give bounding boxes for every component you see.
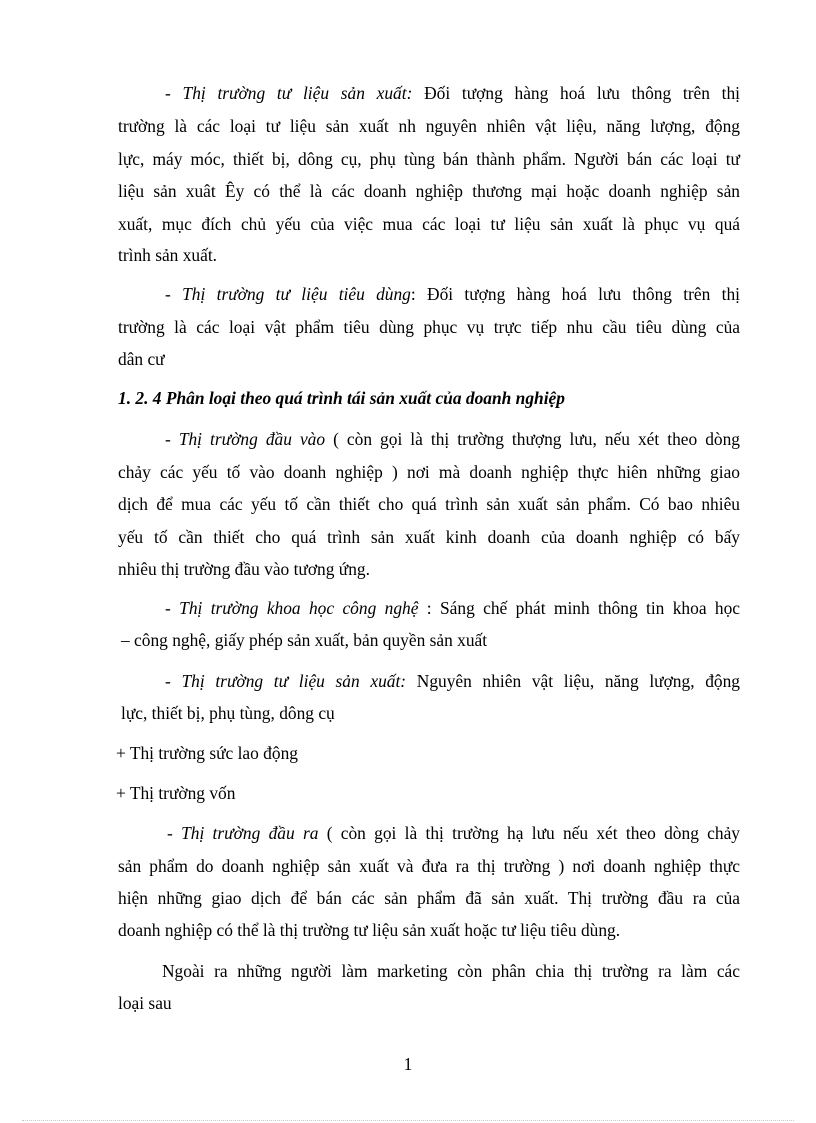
paragraph-line — [167, 822, 740, 844]
paragraph-line: loại sau — [118, 993, 172, 1013]
bullet-item: + Thị trường vốn — [116, 783, 236, 803]
bullet-item: + Thị trường sức lao động — [116, 743, 298, 763]
text-run: ( còn gọi là thị trường hạ lưu nếu xét theo dòng chảy — [318, 823, 740, 843]
paragraph-line: Ngoài ra những người làm marketing còn phân chia thị trường ra làm các — [162, 961, 740, 981]
italic-term: - Thị trường tư liệu tiêu dùng — [165, 284, 411, 304]
text-run: : Sáng chế phát minh thông tin khoa học — [418, 598, 741, 618]
paragraph-line: doanh nghiệp có thể là thị trường tư liệu sản xuất hoặc tư liệu tiêu dùng. — [118, 920, 621, 940]
paragraph-line: liệu sản xuât Êy có thể là các doanh nghiệp thương mại hoặc doanh nghiệp sản — [118, 181, 740, 201]
paragraph-line: dịch để mua các yếu tố cần thiết cho quá trình sản xuất sản phẩm. Có bao nhiêu — [118, 494, 740, 514]
paragraph-line: lực, thiết bị, phụ tùng, dông cụ — [121, 703, 335, 723]
page-bottom-divider — [22, 1120, 794, 1121]
paragraph-line: dân cư — [118, 349, 165, 369]
paragraph-line: yếu tố cần thiết cho quá trình sản xuất kinh doanh của doanh nghiệp có bấy — [118, 527, 740, 547]
paragraph-line: trường là các loại vật phẩm tiêu dùng phục vụ trực tiếp nhu cầu tiêu dùng của — [118, 317, 740, 337]
text-run: Nguyên nhiên vật liệu, năng lượng, động — [406, 671, 741, 691]
paragraph-line: hiện những giao dịch để bán các sản phẩm đã sản xuất. Thị trường đầu ra của — [118, 888, 740, 908]
section-heading: 1. 2. 4 Phân loại theo quá trình tái sản xuất của doanh nghiệp — [118, 388, 565, 408]
paragraph-line: trường là các loại tư liệu sản xuất nh nguyên nhiên vật liệu, năng lượng, động — [118, 116, 740, 136]
paragraph-line — [165, 670, 740, 692]
text-run: Đối tượng hàng hoá lưu thông trên thị — [412, 83, 740, 103]
paragraph-line — [165, 597, 740, 619]
text-run: : Đối tượng hàng hoá lưu thông trên thị — [410, 284, 740, 304]
paragraph-line: chảy các yếu tố vào doanh nghiệp ) nơi mà doanh nghiệp thực hiên những giao — [118, 462, 740, 482]
italic-term: - Thị trường khoa học công nghệ — [165, 598, 419, 618]
paragraph-line: xuất, mục đích chủ yếu của việc mua các loại tư liệu sản xuất là phục vụ quá — [118, 214, 740, 234]
italic-term: - Thị trường tư liệu sản xuất: — [165, 671, 407, 691]
paragraph-line: nhiêu thị trường đầu vào tương ứng. — [118, 559, 370, 579]
italic-term: - Thị trường đầu ra — [167, 823, 319, 843]
text-run: ( còn gọi là thị trường thượng lưu, nếu xét theo dòng — [325, 429, 740, 449]
paragraph-line — [165, 82, 740, 104]
paragraph-line: trình sản xuất. — [118, 245, 218, 265]
paragraph-line — [165, 428, 740, 450]
italic-term: - Thị trường đầu vào — [165, 429, 326, 449]
paragraph-line — [165, 283, 740, 305]
italic-term: - Thị trường tư liệu sản xuất: — [165, 83, 413, 103]
paragraph-line: sản phẩm do doanh nghiệp sản xuất và đưa ra thị trường ) nơi doanh nghiệp thực — [118, 856, 740, 876]
page-number: 1 — [403, 1054, 413, 1074]
paragraph-line: – công nghệ, giấy phép sản xuất, bản quyền sản xuất — [121, 630, 488, 650]
paragraph-line: lực, máy móc, thiết bị, dông cụ, phụ tùng bán thành phẩm. Người bán các loại tư — [118, 149, 740, 169]
